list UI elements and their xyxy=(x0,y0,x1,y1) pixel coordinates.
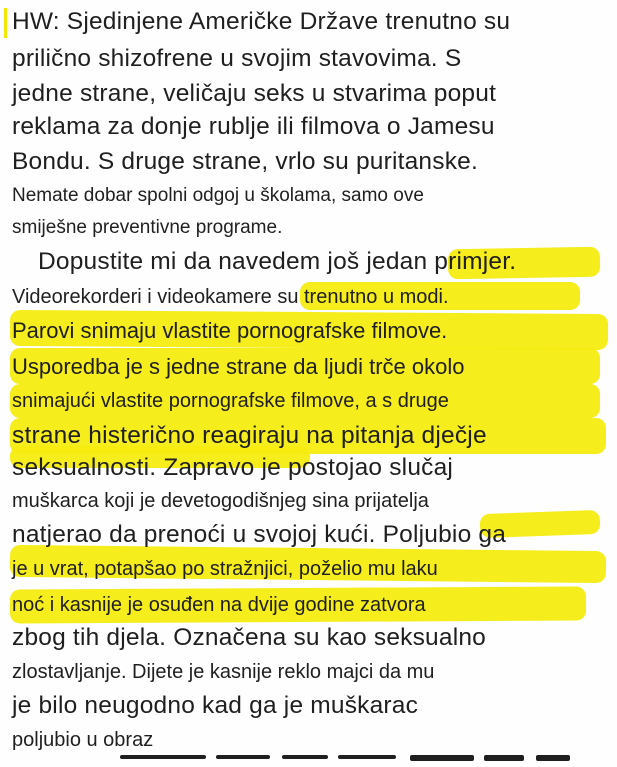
text-line: poljubio u obraz xyxy=(12,729,154,751)
text-line: snimajući vlastite pornografske filmove, a s druge xyxy=(12,390,449,412)
text-line: Parovi snimaju vlastite pornografske filmove. xyxy=(12,318,448,343)
text-line: Nemate dobar spolni odgoj u školama, samo ove xyxy=(12,185,424,206)
text-line: muškarca koji je devetogodišnjeg sina prijatelja xyxy=(12,490,429,512)
text-line: prilično shizofrene u svojim stavovima. S xyxy=(12,45,462,72)
text-line: reklama za donje rublje ili filmova o Jamesu xyxy=(12,113,495,140)
text-line: zbog tih djela. Označena su kao seksualno xyxy=(12,624,486,651)
text-line: je bilo neugodno kad ga je muškarac xyxy=(12,692,419,719)
text-line: HW: Sjedinjene Američke Države trenutno su xyxy=(12,8,511,35)
cut-off-text-line xyxy=(0,755,617,767)
text-line: natjerao da prenoći u svojoj kući. Poljubio ga xyxy=(12,521,507,548)
text-line: strane histerično reagiraju na pitanja dječje xyxy=(12,422,487,449)
text-line: Bondu. S druge strane, vrlo su puritanske. xyxy=(12,148,478,175)
text-line: seksualnosti. Zapravo je postojao slučaj xyxy=(12,454,454,481)
text-line: Videorekorderi i videokamere su trenutno u modi. xyxy=(12,286,449,308)
text-line: Dopustite mi da navedem još jedan primjer. xyxy=(38,248,517,275)
text-cursor xyxy=(4,8,7,38)
text-line: jedne strane, veličaju seks u stvarima poput xyxy=(12,80,497,107)
text-line: Usporedba je s jedne strane da ljudi trče okolo xyxy=(12,354,465,379)
text-line: je u vrat, potapšao po stražnjici, poželio mu laku xyxy=(12,558,438,580)
text-line: zlostavljanje. Dijete je kasnije reklo majci da mu xyxy=(12,661,435,683)
text-line: smiješne preventivne programe. xyxy=(12,217,283,238)
text-line: noć i kasnije je osuđen na dvije godine zatvora xyxy=(12,594,426,616)
